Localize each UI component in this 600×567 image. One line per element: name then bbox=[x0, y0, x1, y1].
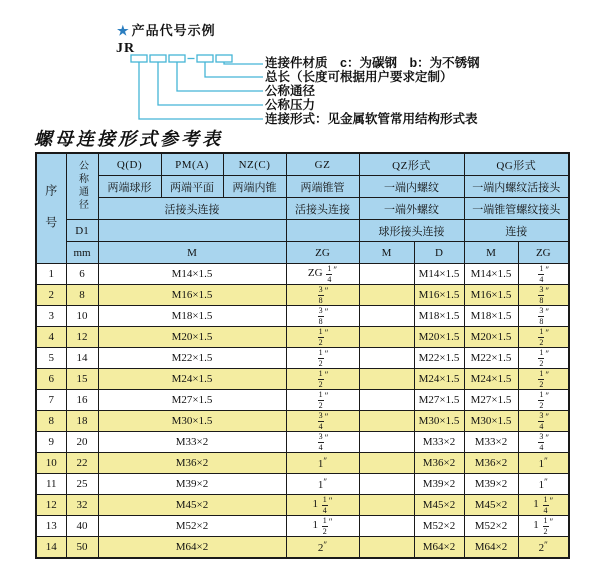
fraction: $\frac{1}{2}$ bbox=[539, 369, 544, 389]
cell-m: M33×2 bbox=[98, 432, 286, 453]
fraction: $\frac{1}{2}$ bbox=[318, 327, 323, 347]
cell-qz-d: M64×2 bbox=[414, 537, 464, 558]
cell-qg-m: M33×2 bbox=[464, 432, 518, 453]
cell-qg-zg bbox=[518, 264, 569, 285]
header-seq-label: 序号 bbox=[43, 184, 58, 248]
cell-m: M36×2 bbox=[98, 453, 286, 474]
cell-dn: 16 bbox=[66, 390, 98, 411]
inch-mark: ″ bbox=[545, 265, 550, 276]
cell-qz-m bbox=[359, 474, 414, 495]
table-row bbox=[36, 453, 569, 474]
table-row bbox=[36, 516, 569, 537]
cell-qz-m bbox=[359, 369, 414, 390]
cell-qg-zg: 1″ bbox=[518, 474, 569, 495]
header-nz: NZ(C) bbox=[223, 153, 286, 176]
cell-gz: 1″ bbox=[286, 474, 359, 495]
cell-qz-m bbox=[359, 432, 414, 453]
table-row bbox=[36, 495, 569, 516]
cell-m: M30×1.5 bbox=[98, 411, 286, 432]
cell-qz-d: M14×1.5 bbox=[414, 264, 464, 285]
cell-dn: 6 bbox=[66, 264, 98, 285]
cell-dn: 32 bbox=[66, 495, 98, 516]
inch-mark: ″ bbox=[324, 349, 329, 360]
header-seq bbox=[36, 153, 66, 264]
cell-seq: 4 bbox=[36, 327, 66, 348]
cell-qz-m bbox=[359, 327, 414, 348]
fraction: $\frac{3}{8}$ bbox=[539, 306, 544, 326]
cell-qg-zg: 1 $\frac{1}{4}$ ″ bbox=[518, 495, 569, 516]
cell-qg-m: M20×1.5 bbox=[464, 327, 518, 348]
table-row bbox=[36, 390, 569, 411]
header-unit-m: M bbox=[98, 242, 286, 264]
code-label-material: 连接件材质 c：为碳钢 b：为不锈钢 bbox=[265, 56, 480, 70]
cell-m: M64×2 bbox=[98, 537, 286, 558]
header-qz-unit-m: M bbox=[359, 242, 414, 264]
header-qg: QG形式 bbox=[464, 153, 569, 176]
header-empty-gz bbox=[286, 220, 359, 242]
code-example-title bbox=[117, 20, 216, 39]
fraction: $\frac{1}{2}$ bbox=[539, 390, 544, 410]
inch-mark: ″ bbox=[324, 286, 329, 297]
cell-dn: 15 bbox=[66, 369, 98, 390]
cell-qg-m: M39×2 bbox=[464, 474, 518, 495]
cell-qz-m bbox=[359, 390, 414, 411]
cell-qg-zg: 1 $\frac{1}{2}$ ″ bbox=[518, 516, 569, 537]
cell-qg-zg bbox=[518, 285, 569, 306]
cell-m: M45×2 bbox=[98, 495, 286, 516]
cell-seq: 13 bbox=[36, 516, 66, 537]
cell-qg-m: M22×1.5 bbox=[464, 348, 518, 369]
code-example-title-text: 产品代号示例 bbox=[131, 23, 216, 38]
cell-gz bbox=[286, 369, 359, 390]
cell-qz-m bbox=[359, 348, 414, 369]
cell-qz-d: M18×1.5 bbox=[414, 306, 464, 327]
fraction: $\frac{3}{8}$ bbox=[318, 306, 323, 326]
cell-qz-d: M16×1.5 bbox=[414, 285, 464, 306]
table-row bbox=[36, 327, 569, 348]
cell-m: M27×1.5 bbox=[98, 390, 286, 411]
cell-qg-zg bbox=[518, 411, 569, 432]
table-row bbox=[36, 285, 569, 306]
fraction: $\frac{1}{4}$ bbox=[543, 495, 548, 515]
header-gz-type: 两端锥管 bbox=[286, 176, 359, 198]
cell-qz-m bbox=[359, 453, 414, 474]
code-box bbox=[169, 55, 185, 62]
code-box bbox=[216, 55, 232, 62]
cell-m: M20×1.5 bbox=[98, 327, 286, 348]
cell-qz-d: M24×1.5 bbox=[414, 369, 464, 390]
cell-qz-m bbox=[359, 264, 414, 285]
cell-gz bbox=[286, 306, 359, 327]
cell-dn: 50 bbox=[66, 537, 98, 558]
cell-qg-zg bbox=[518, 306, 569, 327]
cell-qg-zg bbox=[518, 369, 569, 390]
fraction: $\frac{3}{4}$ bbox=[539, 432, 544, 452]
cell-qz-d: M20×1.5 bbox=[414, 327, 464, 348]
fraction: $\frac{1}{4}$ bbox=[327, 264, 332, 284]
fraction: $\frac{1}{2}$ bbox=[543, 516, 548, 536]
inch-mark: ″ bbox=[545, 307, 550, 318]
table-title: 螺母连接形式参考表 bbox=[34, 129, 223, 149]
header-q-type: 两端球形 bbox=[98, 176, 161, 198]
cell-seq: 6 bbox=[36, 369, 66, 390]
header-qz-conn: 一端外螺纹 bbox=[359, 198, 464, 220]
inch-mark: ″ bbox=[324, 391, 329, 402]
fraction: $\frac{1}{2}$ bbox=[318, 390, 323, 410]
fraction: $\frac{3}{4}$ bbox=[318, 432, 323, 452]
leader-line bbox=[158, 62, 263, 105]
cell-qg-m: M30×1.5 bbox=[464, 411, 518, 432]
header-qg-conn: 一端锥管螺纹接头 bbox=[464, 198, 569, 220]
inch-mark: ″ bbox=[324, 370, 329, 381]
cell-gz: 1 $\frac{1}{2}$ ″ bbox=[286, 516, 359, 537]
cell-gz: 1 $\frac{1}{4}$ ″ bbox=[286, 495, 359, 516]
code-label-length: 总长（长度可根据用户要求定制） bbox=[265, 70, 453, 84]
table-header bbox=[36, 153, 569, 264]
fraction: $\frac{1}{2}$ bbox=[539, 348, 544, 368]
cell-qz-d: M22×1.5 bbox=[414, 348, 464, 369]
cell-gz bbox=[286, 348, 359, 369]
header-dn bbox=[66, 153, 98, 220]
cell-gz: 1″ bbox=[286, 453, 359, 474]
cell-dn: 10 bbox=[66, 306, 98, 327]
code-prefix: JR bbox=[116, 41, 136, 56]
header-qz: QZ形式 bbox=[359, 153, 464, 176]
inch-mark: ″ bbox=[324, 412, 329, 423]
cell-qg-zg: 1″ bbox=[518, 453, 569, 474]
cell-m: M14×1.5 bbox=[98, 264, 286, 285]
cell-seq: 3 bbox=[36, 306, 66, 327]
cell-seq: 7 bbox=[36, 390, 66, 411]
inch-mark: ″ bbox=[333, 265, 338, 276]
cell-qg-zg bbox=[518, 390, 569, 411]
fraction: $\frac{1}{2}$ bbox=[322, 516, 327, 536]
header-pm: PM(A) bbox=[161, 153, 223, 176]
code-label-pressure: 公称压力 bbox=[265, 98, 316, 112]
cell-qg-m: M16×1.5 bbox=[464, 285, 518, 306]
inch-mark: ″ bbox=[545, 349, 550, 360]
header-pm-type: 两端平面 bbox=[161, 176, 223, 198]
table-body bbox=[36, 264, 569, 558]
cell-qz-m bbox=[359, 516, 414, 537]
inch-mark: ″ bbox=[544, 477, 548, 487]
code-label-connection: 连接形式：见金属软管常用结构形式表 bbox=[265, 112, 478, 126]
cell-m: M24×1.5 bbox=[98, 369, 286, 390]
inch-mark: ″ bbox=[323, 477, 328, 487]
cell-seq: 10 bbox=[36, 453, 66, 474]
inch-mark: ″ bbox=[549, 517, 554, 528]
cell-dn: 12 bbox=[66, 327, 98, 348]
cell-gz bbox=[286, 432, 359, 453]
header-qz-unit-d: D bbox=[414, 242, 464, 264]
inch-mark: ″ bbox=[324, 328, 329, 339]
cell-seq: 8 bbox=[36, 411, 66, 432]
cell-seq: 9 bbox=[36, 432, 66, 453]
inch-mark: ″ bbox=[323, 539, 328, 550]
header-qg-unit-m: M bbox=[464, 242, 518, 264]
cell-qz-m bbox=[359, 285, 414, 306]
cell-qz-d: M52×2 bbox=[414, 516, 464, 537]
header-qg-conn2: 连接 bbox=[464, 220, 569, 242]
cell-qg-zg bbox=[518, 327, 569, 348]
cell-qz-d: M39×2 bbox=[414, 474, 464, 495]
cell-qz-d: M27×1.5 bbox=[414, 390, 464, 411]
cell-gz bbox=[286, 411, 359, 432]
cell-seq: 5 bbox=[36, 348, 66, 369]
header-unit-zg: ZG bbox=[286, 242, 359, 264]
cell-qg-zg bbox=[518, 432, 569, 453]
cell-qg-m: M64×2 bbox=[464, 537, 518, 558]
inch-mark: ″ bbox=[324, 433, 329, 444]
inch-mark: ″ bbox=[549, 496, 554, 507]
header-qz-conn2: 球形接头连接 bbox=[359, 220, 464, 242]
cell-m: M22×1.5 bbox=[98, 348, 286, 369]
cell-qg-m: M36×2 bbox=[464, 453, 518, 474]
inch-mark: ″ bbox=[324, 307, 329, 318]
table-row bbox=[36, 369, 569, 390]
header-qg-unit-zg: ZG bbox=[518, 242, 569, 264]
code-box bbox=[197, 55, 213, 62]
inch-mark: ″ bbox=[545, 328, 550, 339]
cell-qg-m: M27×1.5 bbox=[464, 390, 518, 411]
code-box bbox=[150, 55, 166, 62]
inch-mark: ″ bbox=[323, 456, 328, 466]
fraction: $\frac{1}{2}$ bbox=[318, 369, 323, 389]
fraction: $\frac{1}{4}$ bbox=[322, 495, 327, 515]
cell-gz bbox=[286, 327, 359, 348]
cell-qz-d: M30×1.5 bbox=[414, 411, 464, 432]
table-row bbox=[36, 306, 569, 327]
cell-dn: 40 bbox=[66, 516, 98, 537]
inch-mark: ″ bbox=[545, 391, 550, 402]
cell-qz-d: M33×2 bbox=[414, 432, 464, 453]
nut-connection-table bbox=[35, 152, 570, 559]
cell-seq: 14 bbox=[36, 537, 66, 558]
cell-seq: 2 bbox=[36, 285, 66, 306]
header-q: Q(D) bbox=[98, 153, 161, 176]
fraction: $\frac{3}{4}$ bbox=[318, 411, 323, 431]
cell-dn: 8 bbox=[66, 285, 98, 306]
cell-seq: 11 bbox=[36, 474, 66, 495]
table-row bbox=[36, 537, 569, 558]
cell-qz-m bbox=[359, 306, 414, 327]
inch-mark: ″ bbox=[544, 456, 548, 466]
cell-m: M39×2 bbox=[98, 474, 286, 495]
code-label-diameter: 公称通径 bbox=[265, 84, 316, 98]
table-row bbox=[36, 474, 569, 495]
inch-mark: ″ bbox=[545, 370, 550, 381]
cell-dn: 22 bbox=[66, 453, 98, 474]
cell-qg-zg: 2″ bbox=[518, 537, 569, 558]
header-left-conn: 活接头连接 bbox=[98, 198, 286, 220]
cell-gz bbox=[286, 390, 359, 411]
inch-mark: ″ bbox=[545, 433, 550, 444]
cell-gz: ZG $\frac{1}{4}$ ″ bbox=[286, 264, 359, 285]
cell-qz-m bbox=[359, 495, 414, 516]
fraction: $\frac{1}{2}$ bbox=[539, 327, 544, 347]
inch-mark: ″ bbox=[328, 496, 333, 507]
header-gz: GZ bbox=[286, 153, 359, 176]
cell-qz-d: M45×2 bbox=[414, 495, 464, 516]
inch-mark: ″ bbox=[545, 412, 550, 423]
cell-qg-m: M18×1.5 bbox=[464, 306, 518, 327]
header-mm: mm bbox=[66, 242, 98, 264]
table-row bbox=[36, 264, 569, 285]
inch-mark: ″ bbox=[545, 286, 550, 297]
cell-m: M16×1.5 bbox=[98, 285, 286, 306]
header-qg-type: 一端内螺纹活接头 bbox=[464, 176, 569, 198]
table-row bbox=[36, 348, 569, 369]
cell-dn: 18 bbox=[66, 411, 98, 432]
fraction: $\frac{3}{4}$ bbox=[539, 411, 544, 431]
cell-dn: 14 bbox=[66, 348, 98, 369]
header-gz-conn: 活接头连接 bbox=[286, 198, 359, 220]
inch-mark: ″ bbox=[328, 517, 333, 528]
fraction: $\frac{3}{8}$ bbox=[539, 285, 544, 305]
header-nz-type: 两端内锥 bbox=[223, 176, 286, 198]
table-row bbox=[36, 411, 569, 432]
cell-gz: 2″ bbox=[286, 537, 359, 558]
header-d1: D1 bbox=[66, 220, 98, 242]
header-dn-label: 公称通径 bbox=[76, 160, 88, 212]
cell-m: M52×2 bbox=[98, 516, 286, 537]
fraction: $\frac{3}{8}$ bbox=[318, 285, 323, 305]
cell-qg-m: M14×1.5 bbox=[464, 264, 518, 285]
table-row bbox=[36, 432, 569, 453]
cell-seq: 12 bbox=[36, 495, 66, 516]
cell-qz-m bbox=[359, 537, 414, 558]
cell-gz bbox=[286, 285, 359, 306]
star-icon: ★ bbox=[117, 23, 130, 38]
fraction: $\frac{1}{2}$ bbox=[318, 348, 323, 368]
cell-dn: 20 bbox=[66, 432, 98, 453]
cell-qg-m: M24×1.5 bbox=[464, 369, 518, 390]
cell-qg-m: M45×2 bbox=[464, 495, 518, 516]
header-empty-left bbox=[98, 220, 286, 242]
cell-qz-d: M36×2 bbox=[414, 453, 464, 474]
cell-qg-zg bbox=[518, 348, 569, 369]
cell-qg-m: M52×2 bbox=[464, 516, 518, 537]
header-qz-type: 一端内螺纹 bbox=[359, 176, 464, 198]
cell-qz-m bbox=[359, 411, 414, 432]
cell-dn: 25 bbox=[66, 474, 98, 495]
cell-m: M18×1.5 bbox=[98, 306, 286, 327]
cell-seq: 1 bbox=[36, 264, 66, 285]
fraction: $\frac{1}{4}$ bbox=[539, 264, 544, 284]
inch-mark: ″ bbox=[544, 539, 548, 550]
